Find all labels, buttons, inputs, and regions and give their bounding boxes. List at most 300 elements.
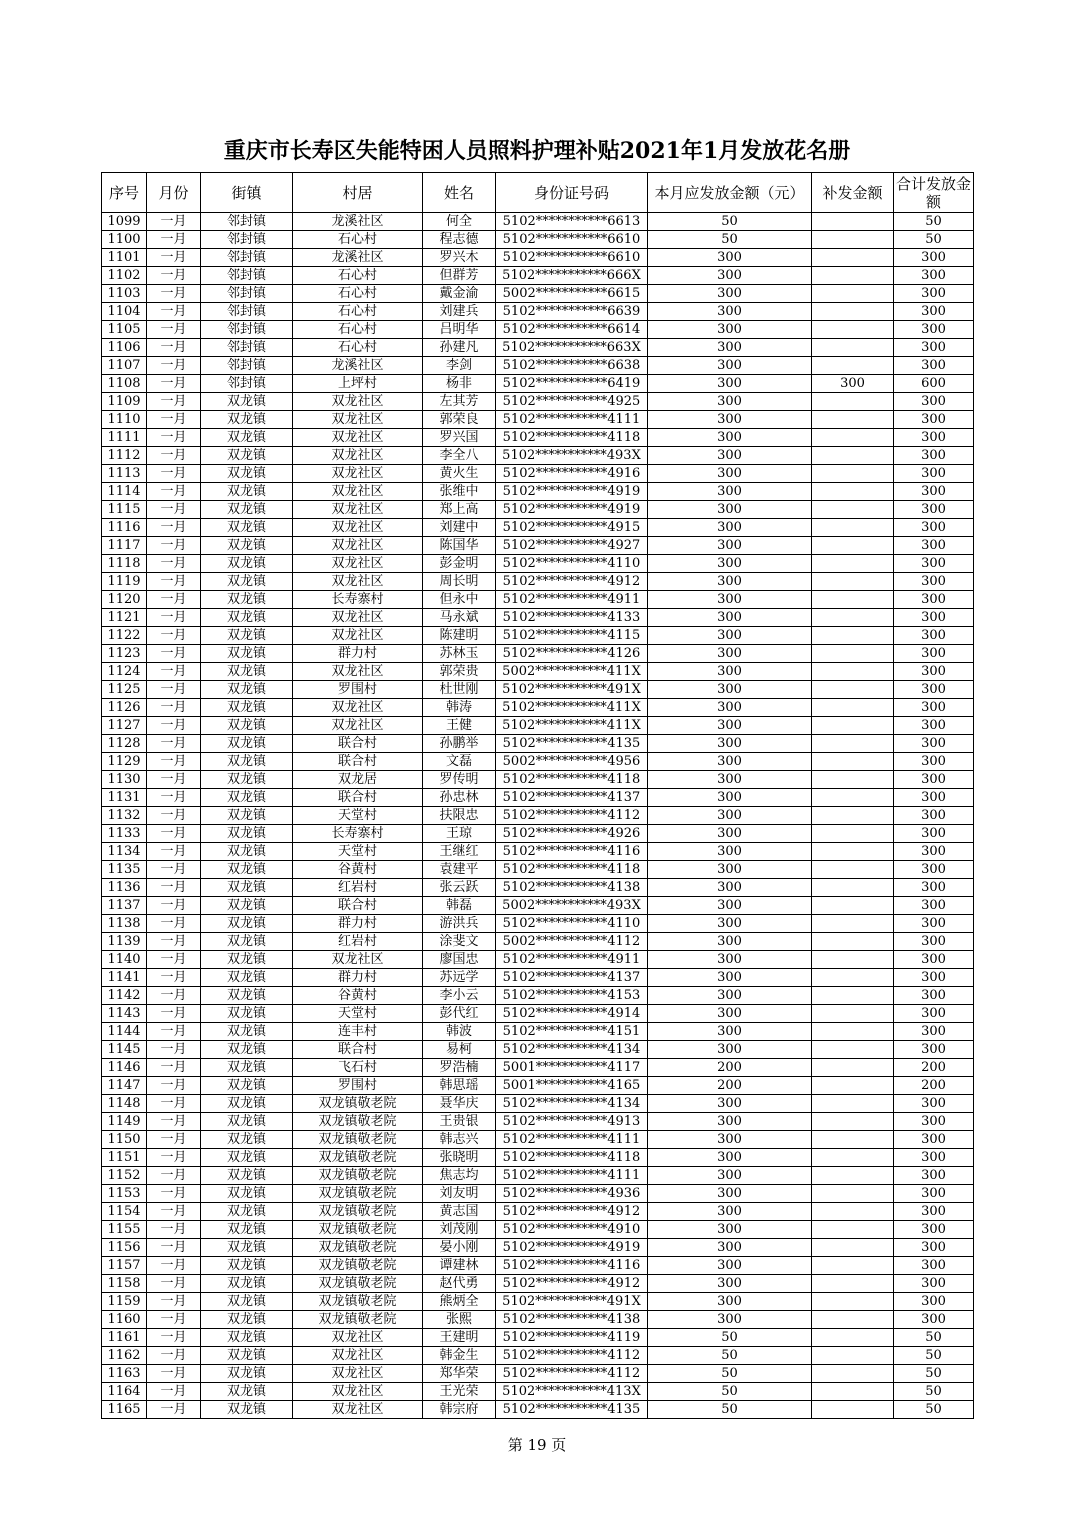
- cell-village: 双龙社区: [293, 483, 423, 501]
- table-row: [102, 1131, 974, 1149]
- cell-total: 300: [894, 1185, 974, 1203]
- table-row: [102, 1005, 974, 1023]
- cell-index: 1162: [102, 1347, 147, 1365]
- cell-back-pay: [812, 807, 894, 825]
- column-header: 本月应发放金额（元）: [648, 173, 812, 213]
- cell-back-pay: [812, 1239, 894, 1257]
- cell-month: 一月: [147, 1131, 201, 1149]
- cell-month: 一月: [147, 645, 201, 663]
- cell-total: 300: [894, 1041, 974, 1059]
- cell-index: 1164: [102, 1383, 147, 1401]
- cell-index: 1116: [102, 519, 147, 537]
- table-header-row: [102, 173, 974, 213]
- cell-total: 300: [894, 825, 974, 843]
- cell-town: 双龙镇: [201, 1203, 293, 1221]
- table-row: [102, 1077, 974, 1095]
- cell-village: 双龙镇敬老院: [293, 1185, 423, 1203]
- cell-total: 300: [894, 627, 974, 645]
- cell-name: 左其芳: [423, 393, 496, 411]
- cell-id-number: 5102***********4112: [496, 807, 648, 825]
- cell-month: 一月: [147, 1023, 201, 1041]
- cell-name: 彭代红: [423, 1005, 496, 1023]
- cell-month: 一月: [147, 1365, 201, 1383]
- cell-month: 一月: [147, 681, 201, 699]
- cell-town: 邻封镇: [201, 303, 293, 321]
- cell-month: 一月: [147, 1221, 201, 1239]
- cell-town: 双龙镇: [201, 1365, 293, 1383]
- cell-total: 300: [894, 753, 974, 771]
- cell-back-pay: [812, 483, 894, 501]
- cell-index: 1148: [102, 1095, 147, 1113]
- table-row: [102, 465, 974, 483]
- cell-back-pay: [812, 465, 894, 483]
- cell-town: 邻封镇: [201, 249, 293, 267]
- table-row: [102, 627, 974, 645]
- cell-total: 50: [894, 1401, 974, 1419]
- cell-total: 300: [894, 249, 974, 267]
- cell-village: 龙溪社区: [293, 357, 423, 375]
- cell-town: 双龙镇: [201, 645, 293, 663]
- cell-back-pay: [812, 969, 894, 987]
- cell-monthly-amount: 300: [648, 789, 812, 807]
- cell-index: 1157: [102, 1257, 147, 1275]
- cell-name: 杜世刚: [423, 681, 496, 699]
- cell-index: 1124: [102, 663, 147, 681]
- cell-index: 1105: [102, 321, 147, 339]
- cell-back-pay: [812, 249, 894, 267]
- table-row: [102, 1095, 974, 1113]
- cell-village: 双龙社区: [293, 717, 423, 735]
- cell-index: 1143: [102, 1005, 147, 1023]
- cell-village: 谷黄村: [293, 861, 423, 879]
- cell-total: 300: [894, 807, 974, 825]
- cell-back-pay: [812, 447, 894, 465]
- cell-village: 双龙社区: [293, 1347, 423, 1365]
- cell-index: 1155: [102, 1221, 147, 1239]
- cell-town: 双龙镇: [201, 501, 293, 519]
- cell-total: 300: [894, 1167, 974, 1185]
- cell-monthly-amount: 300: [648, 321, 812, 339]
- cell-monthly-amount: 50: [648, 213, 812, 231]
- table-row: [102, 771, 974, 789]
- table-row: [102, 249, 974, 267]
- cell-month: 一月: [147, 321, 201, 339]
- cell-total: 300: [894, 573, 974, 591]
- cell-monthly-amount: 300: [648, 915, 812, 933]
- table-row: [102, 303, 974, 321]
- cell-monthly-amount: 300: [648, 699, 812, 717]
- cell-back-pay: [812, 411, 894, 429]
- cell-total: 300: [894, 1257, 974, 1275]
- table-row: [102, 1059, 974, 1077]
- cell-back-pay: [812, 321, 894, 339]
- cell-id-number: 5102***********4912: [496, 1203, 648, 1221]
- cell-total: 300: [894, 663, 974, 681]
- cell-back-pay: [812, 393, 894, 411]
- cell-village: 双龙社区: [293, 573, 423, 591]
- cell-total: 300: [894, 1203, 974, 1221]
- cell-id-number: 5102***********4112: [496, 1347, 648, 1365]
- table-row: [102, 483, 974, 501]
- cell-id-number: 5001***********4165: [496, 1077, 648, 1095]
- cell-town: 邻封镇: [201, 285, 293, 303]
- cell-index: 1102: [102, 267, 147, 285]
- cell-month: 一月: [147, 393, 201, 411]
- cell-village: 双龙社区: [293, 1383, 423, 1401]
- cell-monthly-amount: 50: [648, 1383, 812, 1401]
- cell-town: 双龙镇: [201, 1401, 293, 1419]
- cell-village: 龙溪社区: [293, 213, 423, 231]
- cell-name: 韩宗府: [423, 1401, 496, 1419]
- cell-month: 一月: [147, 429, 201, 447]
- table-row: [102, 861, 974, 879]
- cell-total: 300: [894, 303, 974, 321]
- cell-village: 联合村: [293, 753, 423, 771]
- cell-month: 一月: [147, 447, 201, 465]
- cell-town: 双龙镇: [201, 1275, 293, 1293]
- cell-town: 双龙镇: [201, 609, 293, 627]
- table-row: [102, 969, 974, 987]
- cell-index: 1135: [102, 861, 147, 879]
- cell-village: 连丰村: [293, 1023, 423, 1041]
- cell-name: 陈国华: [423, 537, 496, 555]
- table-row: [102, 735, 974, 753]
- table-body: [102, 213, 974, 1419]
- cell-name: 易柯: [423, 1041, 496, 1059]
- cell-town: 双龙镇: [201, 1113, 293, 1131]
- cell-month: 一月: [147, 1095, 201, 1113]
- cell-month: 一月: [147, 339, 201, 357]
- table-row: [102, 573, 974, 591]
- cell-month: 一月: [147, 609, 201, 627]
- cell-village: 双龙社区: [293, 1329, 423, 1347]
- cell-name: 何全: [423, 213, 496, 231]
- table-row: [102, 447, 974, 465]
- cell-back-pay: [812, 609, 894, 627]
- cell-back-pay: [812, 645, 894, 663]
- cell-village: 谷黄村: [293, 987, 423, 1005]
- cell-village: 双龙社区: [293, 555, 423, 573]
- cell-index: 1113: [102, 465, 147, 483]
- cell-total: 300: [894, 555, 974, 573]
- cell-month: 一月: [147, 897, 201, 915]
- cell-village: 联合村: [293, 1041, 423, 1059]
- cell-id-number: 5102***********4926: [496, 825, 648, 843]
- cell-index: 1104: [102, 303, 147, 321]
- cell-monthly-amount: 300: [648, 717, 812, 735]
- cell-back-pay: [812, 1041, 894, 1059]
- cell-monthly-amount: 300: [648, 807, 812, 825]
- table-row: [102, 789, 974, 807]
- cell-id-number: 5102***********4133: [496, 609, 648, 627]
- cell-town: 双龙镇: [201, 717, 293, 735]
- cell-name: 王建明: [423, 1329, 496, 1347]
- cell-total: 300: [894, 1221, 974, 1239]
- cell-town: 邻封镇: [201, 267, 293, 285]
- cell-town: 双龙镇: [201, 555, 293, 573]
- cell-month: 一月: [147, 879, 201, 897]
- cell-index: 1121: [102, 609, 147, 627]
- cell-name: 晏小刚: [423, 1239, 496, 1257]
- column-header: 身份证号码: [496, 173, 648, 213]
- cell-month: 一月: [147, 465, 201, 483]
- cell-index: 1161: [102, 1329, 147, 1347]
- cell-town: 双龙镇: [201, 447, 293, 465]
- cell-month: 一月: [147, 357, 201, 375]
- cell-month: 一月: [147, 375, 201, 393]
- cell-village: 联合村: [293, 789, 423, 807]
- cell-back-pay: [812, 933, 894, 951]
- cell-month: 一月: [147, 1167, 201, 1185]
- cell-town: 邻封镇: [201, 321, 293, 339]
- cell-monthly-amount: 300: [648, 1275, 812, 1293]
- cell-town: 双龙镇: [201, 1257, 293, 1275]
- table-row: [102, 1041, 974, 1059]
- cell-village: 双龙社区: [293, 465, 423, 483]
- cell-total: 300: [894, 1275, 974, 1293]
- cell-index: 1129: [102, 753, 147, 771]
- cell-name: 郑华荣: [423, 1365, 496, 1383]
- cell-month: 一月: [147, 843, 201, 861]
- cell-town: 双龙镇: [201, 429, 293, 447]
- cell-back-pay: [812, 357, 894, 375]
- cell-index: 1140: [102, 951, 147, 969]
- cell-total: 50: [894, 231, 974, 249]
- cell-index: 1165: [102, 1401, 147, 1419]
- cell-town: 双龙镇: [201, 1077, 293, 1095]
- cell-back-pay: [812, 1203, 894, 1221]
- table-row: [102, 1113, 974, 1131]
- cell-village: 双龙镇敬老院: [293, 1167, 423, 1185]
- cell-id-number: 5102***********411X: [496, 699, 648, 717]
- cell-back-pay: [812, 771, 894, 789]
- cell-monthly-amount: 300: [648, 591, 812, 609]
- table-row: [102, 1185, 974, 1203]
- cell-village: 双龙镇敬老院: [293, 1293, 423, 1311]
- cell-monthly-amount: 300: [648, 447, 812, 465]
- cell-back-pay: [812, 843, 894, 861]
- cell-index: 1126: [102, 699, 147, 717]
- cell-monthly-amount: 300: [648, 1149, 812, 1167]
- cell-total: 50: [894, 1383, 974, 1401]
- cell-name: 张维中: [423, 483, 496, 501]
- cell-town: 双龙镇: [201, 591, 293, 609]
- table-row: [102, 1023, 974, 1041]
- cell-monthly-amount: 300: [648, 1131, 812, 1149]
- cell-month: 一月: [147, 1203, 201, 1221]
- cell-month: 一月: [147, 627, 201, 645]
- cell-town: 双龙镇: [201, 393, 293, 411]
- table-row: [102, 1149, 974, 1167]
- cell-town: 双龙镇: [201, 1005, 293, 1023]
- cell-back-pay: [812, 1347, 894, 1365]
- cell-month: 一月: [147, 933, 201, 951]
- cell-village: 双龙镇敬老院: [293, 1113, 423, 1131]
- cell-monthly-amount: 300: [648, 429, 812, 447]
- cell-back-pay: [812, 1077, 894, 1095]
- cell-id-number: 5102***********411X: [496, 717, 648, 735]
- cell-total: 300: [894, 537, 974, 555]
- cell-monthly-amount: 300: [648, 897, 812, 915]
- cell-monthly-amount: 300: [648, 735, 812, 753]
- cell-month: 一月: [147, 1275, 201, 1293]
- cell-back-pay: [812, 897, 894, 915]
- cell-month: 一月: [147, 231, 201, 249]
- cell-month: 一月: [147, 1059, 201, 1077]
- cell-id-number: 5102***********4110: [496, 555, 648, 573]
- cell-index: 1120: [102, 591, 147, 609]
- cell-total: 300: [894, 681, 974, 699]
- cell-town: 双龙镇: [201, 987, 293, 1005]
- cell-index: 1153: [102, 1185, 147, 1203]
- cell-index: 1138: [102, 915, 147, 933]
- cell-name: 韩金生: [423, 1347, 496, 1365]
- cell-name: 罗兴国: [423, 429, 496, 447]
- cell-monthly-amount: 300: [648, 483, 812, 501]
- cell-id-number: 5102***********4925: [496, 393, 648, 411]
- cell-name: 黄火生: [423, 465, 496, 483]
- cell-name: 李全八: [423, 447, 496, 465]
- cell-monthly-amount: 300: [648, 1023, 812, 1041]
- cell-name: 罗兴木: [423, 249, 496, 267]
- cell-town: 双龙镇: [201, 465, 293, 483]
- cell-village: 群力村: [293, 915, 423, 933]
- cell-village: 双龙社区: [293, 609, 423, 627]
- cell-month: 一月: [147, 555, 201, 573]
- cell-town: 双龙镇: [201, 1347, 293, 1365]
- cell-id-number: 5001***********4117: [496, 1059, 648, 1077]
- table-row: [102, 1203, 974, 1221]
- cell-id-number: 5102***********4135: [496, 1401, 648, 1419]
- cell-id-number: 5102***********4919: [496, 1239, 648, 1257]
- cell-id-number: 5102***********4138: [496, 879, 648, 897]
- cell-monthly-amount: 300: [648, 663, 812, 681]
- cell-name: 郭荣良: [423, 411, 496, 429]
- page-number: 第 19 页: [507, 1436, 567, 1454]
- cell-village: 龙溪社区: [293, 249, 423, 267]
- cell-index: 1119: [102, 573, 147, 591]
- cell-monthly-amount: 300: [648, 609, 812, 627]
- cell-name: 马永斌: [423, 609, 496, 627]
- table-row: [102, 951, 974, 969]
- cell-monthly-amount: 50: [648, 1347, 812, 1365]
- cell-index: 1151: [102, 1149, 147, 1167]
- cell-month: 一月: [147, 969, 201, 987]
- cell-name: 廖国忠: [423, 951, 496, 969]
- cell-village: 双龙社区: [293, 1365, 423, 1383]
- cell-id-number: 5002***********4112: [496, 933, 648, 951]
- cell-town: 双龙镇: [201, 1383, 293, 1401]
- cell-monthly-amount: 300: [648, 1203, 812, 1221]
- cell-id-number: 5102***********491X: [496, 681, 648, 699]
- cell-total: 300: [894, 465, 974, 483]
- cell-monthly-amount: 300: [648, 1221, 812, 1239]
- table-row: [102, 681, 974, 699]
- cell-id-number: 5102***********4913: [496, 1113, 648, 1131]
- column-header: 街镇: [201, 173, 293, 213]
- table-row: [102, 213, 974, 231]
- cell-monthly-amount: 300: [648, 843, 812, 861]
- cell-name: 聂华庆: [423, 1095, 496, 1113]
- cell-village: 石心村: [293, 303, 423, 321]
- table-row: [102, 699, 974, 717]
- cell-monthly-amount: 300: [648, 537, 812, 555]
- cell-back-pay: [812, 915, 894, 933]
- cell-total: 50: [894, 1347, 974, 1365]
- cell-id-number: 5102***********4911: [496, 951, 648, 969]
- cell-back-pay: [812, 339, 894, 357]
- cell-id-number: 5102***********4126: [496, 645, 648, 663]
- cell-index: 1111: [102, 429, 147, 447]
- cell-town: 双龙镇: [201, 411, 293, 429]
- cell-index: 1144: [102, 1023, 147, 1041]
- cell-name: 文磊: [423, 753, 496, 771]
- cell-town: 双龙镇: [201, 1149, 293, 1167]
- cell-index: 1158: [102, 1275, 147, 1293]
- cell-id-number: 5102***********4919: [496, 501, 648, 519]
- cell-total: 300: [894, 1149, 974, 1167]
- cell-id-number: 5102***********493X: [496, 447, 648, 465]
- cell-village: 双龙镇敬老院: [293, 1275, 423, 1293]
- cell-monthly-amount: 300: [648, 951, 812, 969]
- cell-total: 300: [894, 645, 974, 663]
- cell-monthly-amount: 300: [648, 1311, 812, 1329]
- cell-index: 1156: [102, 1239, 147, 1257]
- cell-town: 双龙镇: [201, 843, 293, 861]
- cell-name: 游洪兵: [423, 915, 496, 933]
- cell-monthly-amount: 300: [648, 519, 812, 537]
- cell-id-number: 5102***********4135: [496, 735, 648, 753]
- cell-total: 300: [894, 447, 974, 465]
- cell-month: 一月: [147, 213, 201, 231]
- cell-index: 1146: [102, 1059, 147, 1077]
- cell-month: 一月: [147, 1077, 201, 1095]
- cell-total: 50: [894, 1329, 974, 1347]
- cell-back-pay: [812, 1293, 894, 1311]
- table-row: [102, 645, 974, 663]
- cell-id-number: 5102***********4115: [496, 627, 648, 645]
- cell-total: 300: [894, 717, 974, 735]
- cell-village: 天堂村: [293, 807, 423, 825]
- cell-monthly-amount: 300: [648, 861, 812, 879]
- table-row: [102, 429, 974, 447]
- cell-id-number: 5102***********4151: [496, 1023, 648, 1041]
- cell-index: 1100: [102, 231, 147, 249]
- cell-monthly-amount: 300: [648, 1293, 812, 1311]
- table-row: [102, 519, 974, 537]
- cell-back-pay: [812, 285, 894, 303]
- table-row: [102, 807, 974, 825]
- cell-monthly-amount: 300: [648, 1113, 812, 1131]
- cell-village: 双龙社区: [293, 699, 423, 717]
- cell-town: 邻封镇: [201, 213, 293, 231]
- cell-town: 双龙镇: [201, 519, 293, 537]
- cell-total: 300: [894, 357, 974, 375]
- cell-name: 苏远学: [423, 969, 496, 987]
- cell-total: 300: [894, 1023, 974, 1041]
- table-row: [102, 357, 974, 375]
- cell-month: 一月: [147, 1041, 201, 1059]
- cell-village: 天堂村: [293, 843, 423, 861]
- table-row: [102, 1221, 974, 1239]
- cell-month: 一月: [147, 1257, 201, 1275]
- cell-total: 300: [894, 933, 974, 951]
- cell-total: 300: [894, 1113, 974, 1131]
- cell-month: 一月: [147, 1347, 201, 1365]
- cell-total: 300: [894, 501, 974, 519]
- cell-monthly-amount: 300: [648, 753, 812, 771]
- table-row: [102, 1293, 974, 1311]
